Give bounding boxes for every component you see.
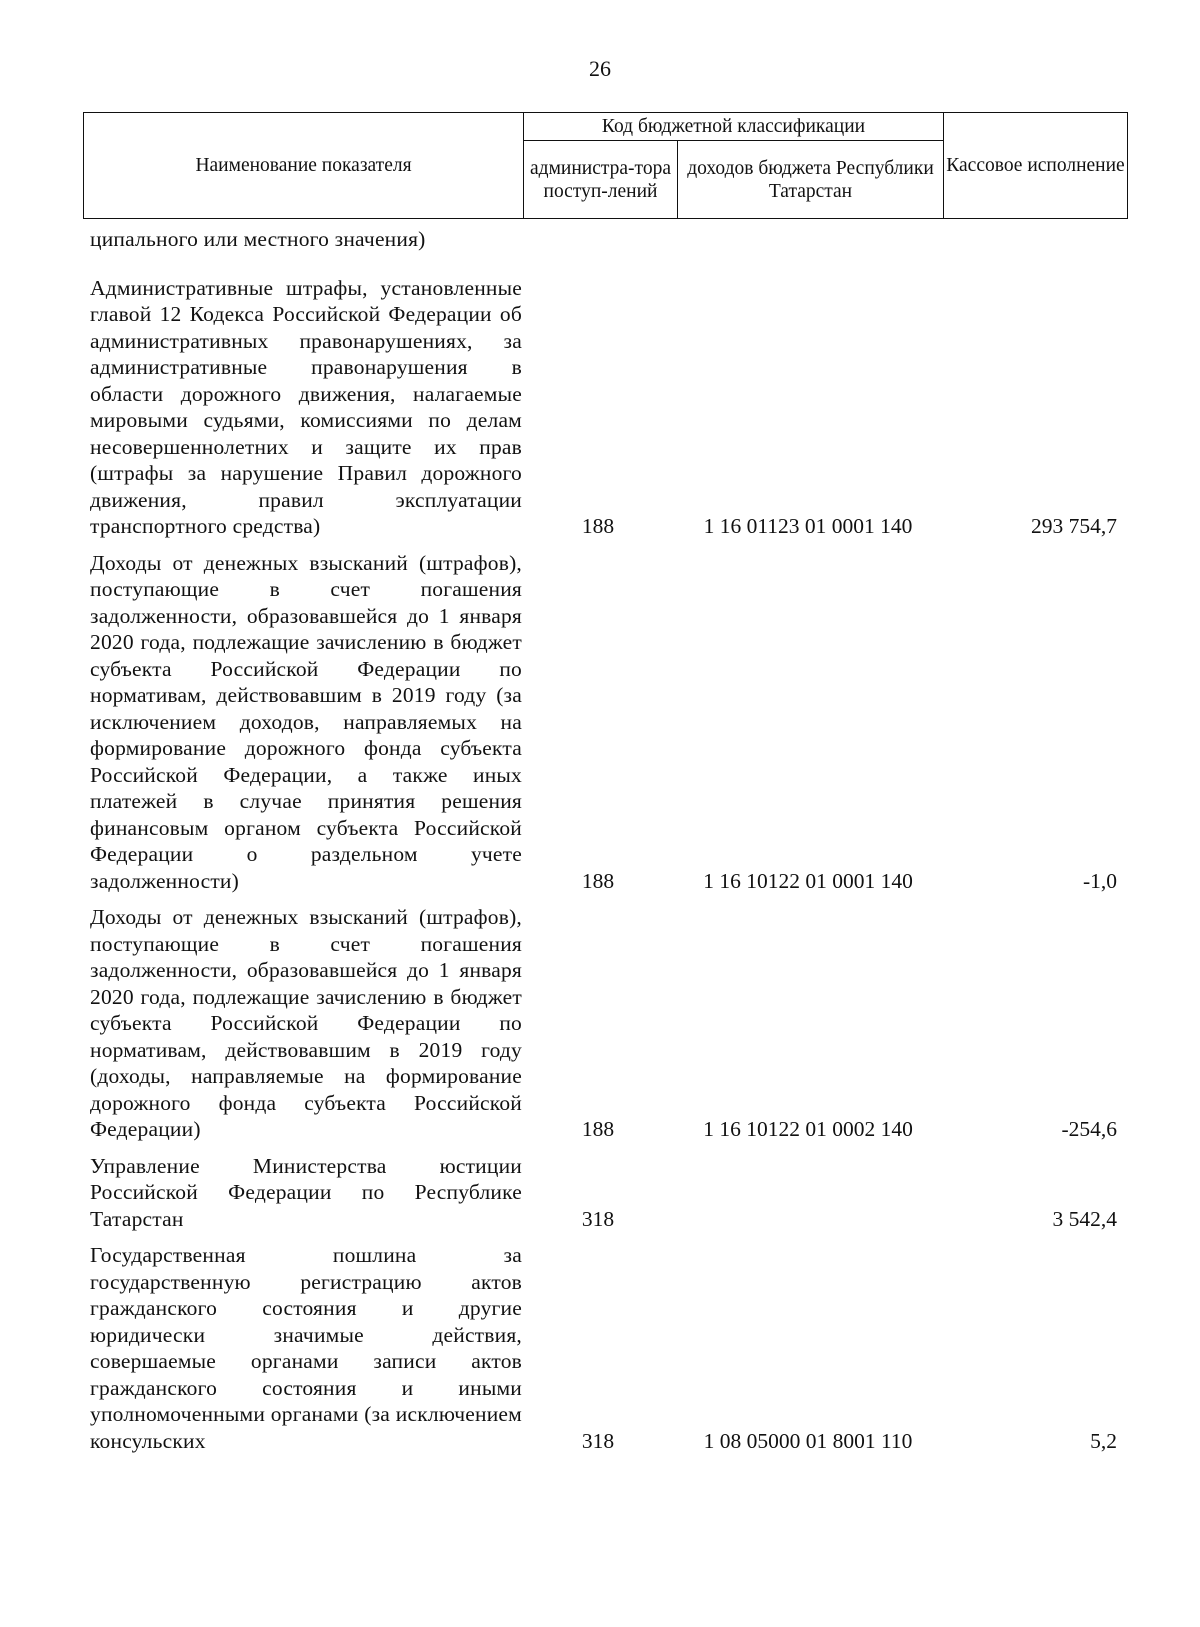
row-admin-code: 188: [581, 514, 615, 538]
row-name: Административные штрафы, установленные главой 12 Кодекса Российской Федерации об административных правонарушениях, за административные правонарушения в области дорожного движения, налагаемые мировыми судьями, комиссиями по делам несовершеннолетних и защите их прав (штрафы за нарушение Правил дорожного движения, правил эксплуатации транспортного средства): [90, 275, 522, 538]
header-amount-column: Кассовое исполнение: [944, 113, 1128, 219]
row-classification-code: 1 16 10122 01 0002 140: [703, 1117, 913, 1141]
table-row: [90, 275, 1130, 540]
table-body: [90, 226, 1130, 1464]
row-admin-code: 318: [581, 1206, 615, 1231]
row-name: Доходы от денежных взысканий (штрафов), поступающие в счет погашения задолженности, образовавшейся до 1 января 2020 года, подлежащие зачислению в бюджет субъекта Российской Федерации по нормативам, действовавшим в 2019 году (за исключением доходов, направляемых на формирование дорожного фонда субъекта Российской Федерации, а также иных платежей в случае принятия решения финансовым органом субъекта Российской Федерации о раздельном учете задолженности): [90, 550, 522, 893]
header-code-column: доходов бюджета Республики Татарстан: [678, 141, 944, 219]
header-name-column: Наименование показателя: [84, 113, 524, 219]
table-row: [90, 1153, 1130, 1233]
header-classification-group: Код бюджетной классификации: [524, 113, 944, 141]
table-header: [83, 112, 1128, 219]
row-admin-code: 188: [581, 868, 615, 893]
row-admin-code: 318: [581, 1428, 615, 1453]
row-amount: 3 542,4: [1052, 1206, 1117, 1231]
row-amount: 293 754,7: [1031, 514, 1117, 538]
row-classification-code: 1 08 05000 01 8001 110: [703, 1428, 913, 1453]
row-name: Доходы от денежных взысканий (штрафов), поступающие в счет погашения задолженности, образовавшейся до 1 января 2020 года, подлежащие зачислению в бюджет субъекта Российской Федерации по нормативам, действовавшим в 2019 году (доходы, направляемые на формирование дорожного фонда субъекта Российской Федерации): [90, 905, 522, 1141]
row-amount: -1,0: [1082, 868, 1117, 893]
row-name: Управление Министерства юстиции Российской Федерации по Республике Татарстан: [90, 1153, 522, 1231]
table-row: [90, 904, 1130, 1143]
row-amount: -254,6: [1061, 1117, 1117, 1141]
row-name: Государственная пошлина за государственную регистрацию актов гражданского состояния и другие юридически значимые действия, совершаемые органами записи актов гражданского состояния и иными уполномоченными органами (за исключением консульских: [90, 1243, 522, 1453]
row-name: ципального или местного значения): [90, 227, 426, 251]
table-row: [90, 226, 1130, 253]
row-classification-code: 1 16 01123 01 0001 140: [703, 514, 913, 538]
row-amount: 5,2: [1090, 1428, 1117, 1453]
table-row: [90, 550, 1130, 895]
row-classification-code: 1 16 10122 01 0001 140: [703, 868, 913, 893]
header-admin-column: администра-тора поступ-лений: [524, 141, 678, 219]
page-number: 26: [589, 56, 611, 81]
row-admin-code: 188: [581, 1117, 615, 1141]
table-row: [90, 1242, 1130, 1454]
